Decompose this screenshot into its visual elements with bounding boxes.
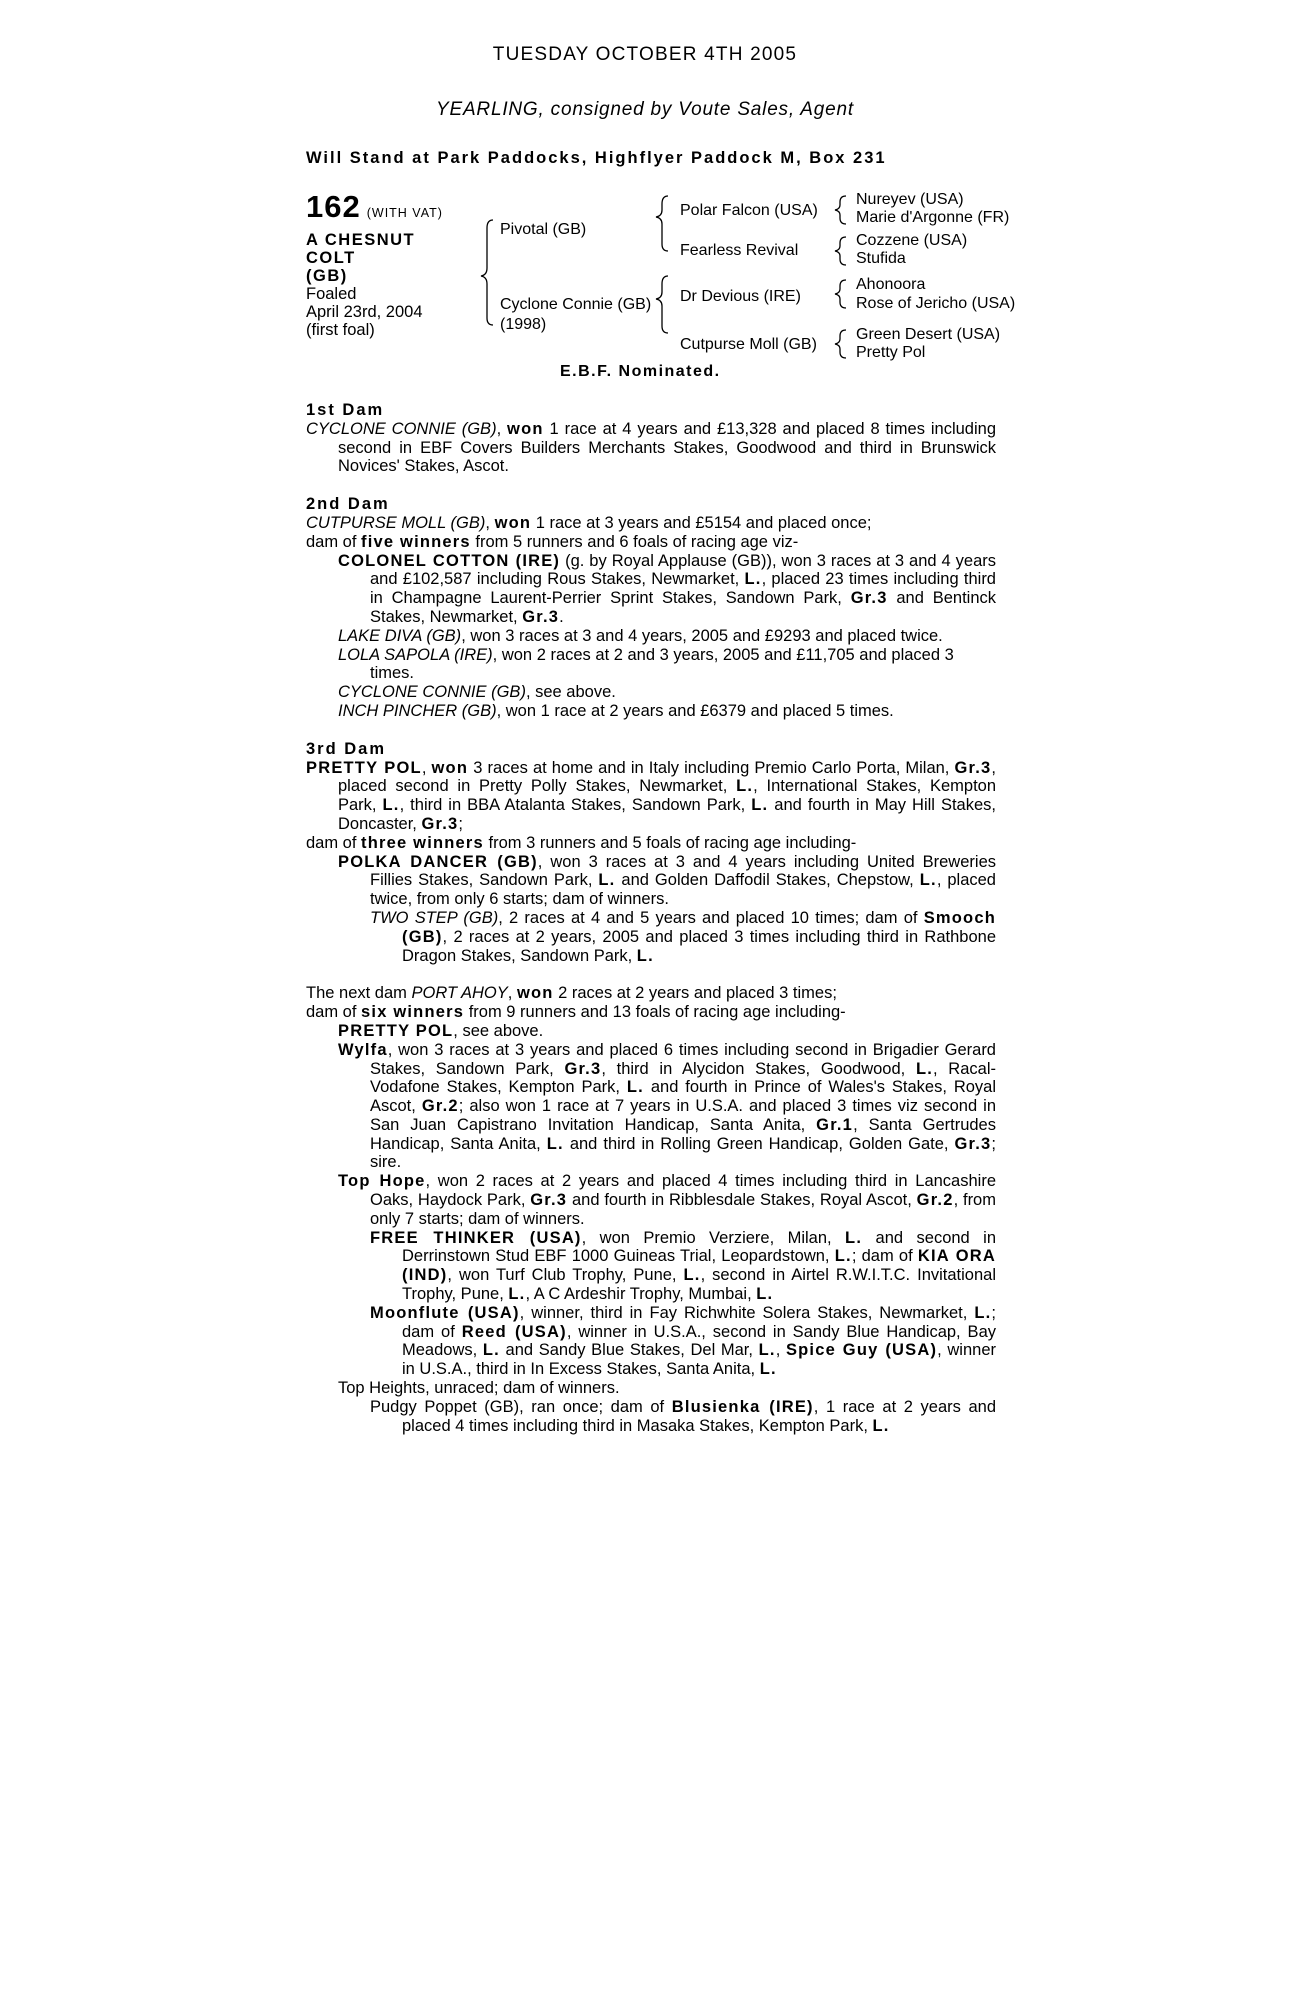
horse-name: POLKA DANCER (GB) <box>338 852 538 871</box>
third-dam-heading: 3rd Dam <box>306 739 387 758</box>
produce-lake-diva: LAKE DIVA (GB), won 3 races at 3 and 4 years, 2005 and £9293 and placed twice. <box>338 626 943 645</box>
pedigree-dam-sire: Dr Devious (IRE) <box>680 288 801 305</box>
pedigree-sire-dam: Fearless Revival <box>680 242 799 259</box>
produce-two-step: TWO STEP (GB), 2 races at 4 and 5 years and placed 10 times; dam of Smooch (GB), 2 races at 2 years, 2005 and placed 3 times including third in Rathbone Dragon Stakes, Sandown Park, L. <box>370 908 996 965</box>
lot-desc-line1: A CHESNUT COLT <box>306 231 416 267</box>
pedigree-ddd: Pretty Pol <box>856 344 926 361</box>
pedigree-dam: Cyclone Connie (GB) <box>500 296 652 313</box>
first-dam-section <box>306 401 996 476</box>
produce-pudgy-poppet: Pudgy Poppet (GB), ran once; dam of Blusienka (IRE), 1 race at 2 years and placed 4 times including third in Masaka Stakes, Kempton Park, L. <box>370 1397 996 1435</box>
stand-location: Will Stand at Park Paddocks, Highflyer Paddock M, Box 231 <box>306 149 887 167</box>
third-dam-produce-summary: dam of three winners from 3 runners and 5 foals of racing age including- <box>306 833 857 852</box>
second-dam-section <box>306 495 996 721</box>
next-dam-text: The next dam PORT AHOY, won 2 races at 2 years and placed 3 times; <box>306 984 837 1003</box>
sale-date: TUESDAY OCTOBER 4TH 2005 <box>492 44 798 65</box>
consignment-line: YEARLING, consigned by Voute Sales, Agent <box>436 99 854 120</box>
produce-suffix: from 5 runners and 6 foals of racing age viz- <box>470 532 799 551</box>
first-dam-name: CYCLONE CONNIE (GB) <box>306 419 497 438</box>
pedigree-dss: Ahonoora <box>856 276 926 293</box>
first-dam-text: CYCLONE CONNIE (GB), won 1 race at 4 years and £13,328 and placed 8 times including second in EBF Covers Builders Merchants Stakes, Goodwood and third in Brunswick Novices' Stakes, Ascot. <box>306 419 996 476</box>
pedigree-dsd: Rose of Jericho (USA) <box>856 295 1016 312</box>
pedigree-sss: Nureyev (USA) <box>856 191 964 208</box>
pedigree-dds: Green Desert (USA) <box>856 326 1001 343</box>
produce-pretty-pol: PRETTY POL, see above. <box>338 1021 544 1040</box>
second-dam-name: CUTPURSE MOLL (GB) <box>306 513 486 532</box>
horse-name: LOLA SAPOLA (IRE) <box>338 645 493 664</box>
pedigree-dam-year: (1998) <box>500 316 547 333</box>
produce-free-thinker: FREE THINKER (USA), won Premio Verziere, Milan, L. and second in Derrinstown Stud EBF 1000 Guineas Trial, Leopardstown, L.; dam of KIA ORA (IND), won Turf Club Trophy, Pune, L., second in Airtel R.W.I.T.C. Invitational Trophy, Pune, L., A C Ardeshir Trophy, Mumbai, L. <box>370 1228 996 1304</box>
produce-prefix: dam of <box>306 532 362 551</box>
third-dam-name: PRETTY POL <box>306 758 422 777</box>
lot-desc-line2: (GB) <box>306 267 348 285</box>
horse-name: COLONEL COTTON (IRE) <box>338 551 561 570</box>
vat-label: (WITH VAT) <box>366 206 443 220</box>
produce-top-heights: Top Heights, unraced; dam of winners. <box>338 1379 620 1398</box>
horse-name: Wylfa <box>338 1040 388 1059</box>
first-dam-heading: 1st Dam <box>306 401 385 419</box>
produce-colonel-cotton: COLONEL COTTON (IRE) (g. by Royal Applause (GB)), won 3 races at 3 and 4 years and £102,587 including Rous Stakes, Newmarket, L., placed 23 times including third in Champagne Laurent-Perrier Sprint Stakes, Sandown Park, Gr.3 and Bentinck Stakes, Newmarket, Gr.3. <box>338 551 997 626</box>
lot-number: 162 <box>306 189 361 224</box>
foaled-label: Foaled <box>306 285 357 303</box>
horse-name: FREE THINKER (USA) <box>370 1228 582 1247</box>
pedigree-brackets <box>0 0 1290 380</box>
produce-cyclone-connie: CYCLONE CONNIE (GB), see above. <box>338 683 616 702</box>
second-dam-record: 1 race at 3 years and £5154 and placed once; <box>531 513 872 532</box>
produce-polka-dancer: POLKA DANCER (GB), won 3 races at 3 and 4 years including United Breweries Fillies Stakes, Sandown Park, L. and Golden Daffodil Stakes, Chepstow, L., placed twice, from only 6 starts; dam of winners. <box>338 852 996 909</box>
horse-name: PRETTY POL <box>338 1021 454 1040</box>
pedigree-sdd: Stufida <box>856 250 906 267</box>
ebf-nominated: E.B.F. Nominated. <box>560 363 721 380</box>
produce-lola-sapola: LOLA SAPOLA (IRE), won 2 races at 2 and 3 years, 2005 and £11,705 and placed 3 times. <box>338 645 954 683</box>
foaled-date: April 23rd, 2004 <box>306 303 423 321</box>
produce-moonflute: Moonflute (USA), winner, third in Fay Richwhite Solera Stakes, Newmarket, L.; dam of Reed (USA), winner in U.S.A., second in Sandy Blue Handicap, Bay Meadows, L. and Sandy Blue Stakes, Del Mar, L., Spice Guy (USA), winner in U.S.A., third in In Excess Stakes, Santa Anita, L. <box>370 1303 996 1379</box>
horse-name: LAKE DIVA (GB) <box>338 626 462 645</box>
second-dam-text: CUTPURSE MOLL (GB), won 1 race at 3 years and £5154 and placed once; <box>306 513 872 532</box>
first-dam-won: won <box>507 419 544 438</box>
next-dam-section <box>306 984 996 1435</box>
third-dam-section <box>306 740 996 966</box>
produce-winners: five winners <box>361 532 471 551</box>
horse-name: Top Hope <box>338 1172 426 1191</box>
produce-wylfa: Wylfa, won 3 races at 3 years and placed 6 times including second in Brigadier Gerard Stakes, Sandown Park, Gr.3, third in Alycidon Stakes, Goodwood, L., Racal-Vodafone Stakes, Kempton Park, L. and fourth in Prince of Wales's Stakes, Royal Ascot, Gr.2; also won 1 race at 7 years in U.S.A. and placed 3 times viz second in San Juan Capistrano Invitation Handicap, Santa Anita, Gr.1, Santa Gertrudes Handicap, Santa Anita, L. and third in Rolling Green Handicap, Golden Gate, Gr.3; sire. <box>338 1040 997 1172</box>
pedigree-sire-sire: Polar Falcon (USA) <box>680 202 818 219</box>
horse-name: TWO STEP (GB) <box>370 908 499 927</box>
pedigree-dam-dam: Cutpurse Moll (GB) <box>680 336 817 353</box>
produce-inch-pincher: INCH PINCHER (GB), won 1 race at 2 years and £6379 and placed 5 times. <box>338 701 894 720</box>
horse-name: CYCLONE CONNIE (GB) <box>338 683 526 702</box>
next-dam-produce-summary: dam of six winners from 9 runners and 13 foals of racing age including- <box>306 1003 846 1022</box>
next-dam-name: PORT AHOY <box>411 984 508 1003</box>
second-dam-produce-summary <box>306 533 996 552</box>
pedigree-notes <box>306 401 996 1454</box>
third-dam-text: PRETTY POL, won 3 races at home and in Italy including Premio Carlo Porta, Milan, Gr.3, placed second in Pretty Polly Stakes, Newmarket, L., International Stakes, Kempton Park, L., third in BBA Atalanta Stakes, Sandown Park, L. and fourth in May Hill Stakes, Doncaster, Gr.3; <box>306 758 996 833</box>
second-dam-heading: 2nd Dam <box>306 495 390 514</box>
second-dam-won: won <box>494 513 532 532</box>
pedigree-ssd: Marie d'Argonne (FR) <box>856 209 1010 226</box>
pedigree-sds: Cozzene (USA) <box>856 232 968 249</box>
horse-name: Moonflute (USA) <box>370 1303 520 1322</box>
produce-top-hope: Top Hope, won 2 races at 2 years and placed 4 times including third in Lancashire Oaks, Haydock Park, Gr.3 and fourth in Ribblesdale Stakes, Royal Ascot, Gr.2, from only 7 starts; dam of winners. <box>338 1172 996 1228</box>
first-dam-record: 1 race at 4 years and £13,328 and placed 8 times including second in EBF Covers Builders Merchants Stakes, Goodwood and third in Brunswick Novices' Stakes, Ascot. <box>338 419 996 476</box>
foal-note: (first foal) <box>306 321 375 339</box>
horse-name: INCH PINCHER (GB) <box>338 701 497 720</box>
horse-name: Blusienka (IRE) <box>671 1397 814 1416</box>
pedigree-sire: Pivotal (GB) <box>500 221 587 238</box>
